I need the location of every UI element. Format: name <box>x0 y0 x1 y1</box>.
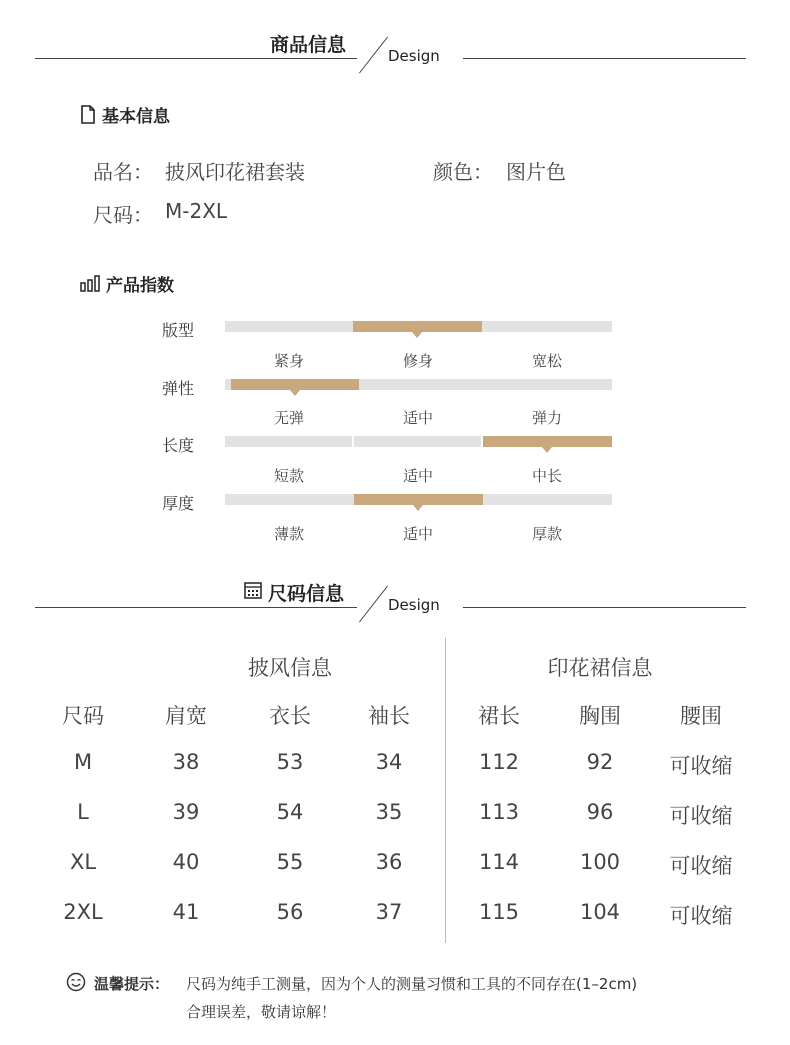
section-title: 尺码信息 <box>268 583 345 605</box>
header-line-right <box>463 58 746 59</box>
table-cell: 可收缩 <box>669 904 733 928</box>
index-option: 无弹 <box>273 409 304 427</box>
table-cell: 53 <box>276 750 304 774</box>
index-pointer <box>290 390 300 396</box>
column-header: 尺码 <box>62 704 104 728</box>
calendar-icon <box>244 581 262 599</box>
table-cell: 39 <box>172 800 200 824</box>
column-header: 裙长 <box>478 704 520 728</box>
design-label: Design <box>388 47 440 65</box>
table-cell: 36 <box>375 850 403 874</box>
table-cell: 114 <box>478 850 520 874</box>
product-name-label: 品名： <box>93 160 153 184</box>
section-title: 商品信息 <box>270 34 347 56</box>
tip-line-2: 合理误差，敬请谅解！ <box>186 1003 337 1021</box>
table-cell: L <box>77 800 89 824</box>
index-option: 薄款 <box>273 525 304 543</box>
index-option: 适中 <box>402 525 433 543</box>
product-index-heading <box>80 271 174 296</box>
table-cell: XL <box>69 850 97 874</box>
table-cell: 可收缩 <box>669 754 733 778</box>
smiley-icon <box>66 972 86 992</box>
table-divider <box>445 638 446 943</box>
group-header-skirt: 印花裙信息 <box>547 656 653 680</box>
table-cell: 40 <box>172 850 200 874</box>
table-cell: 2XL <box>63 900 103 924</box>
table-cell: 112 <box>478 750 520 774</box>
index-row-label: 长度 <box>162 436 195 455</box>
tip-line-1: 尺码为纯手工测量，因为个人的测量习惯和工具的不同存在(1–2cm) <box>186 975 638 993</box>
index-row-label: 厚度 <box>162 494 195 513</box>
index-option: 适中 <box>402 467 433 485</box>
header-slash <box>359 586 388 623</box>
index-pointer <box>412 332 422 338</box>
size-range-label: 尺码： <box>93 203 153 227</box>
table-cell: 115 <box>478 900 520 924</box>
column-header: 衣长 <box>269 704 311 728</box>
table-cell: 55 <box>276 850 304 874</box>
basic-info-heading <box>80 102 170 127</box>
size-range-value: M-2XL <box>165 199 228 223</box>
header-line-right <box>463 607 746 608</box>
index-option: 中长 <box>531 467 562 485</box>
header-slash <box>359 37 388 74</box>
index-selected-segment <box>483 436 612 447</box>
table-cell: 100 <box>579 850 621 874</box>
index-row-label: 弹性 <box>162 379 195 398</box>
column-header: 肩宽 <box>165 704 207 728</box>
table-cell: 35 <box>375 800 403 824</box>
tip-label: 温馨提示： <box>94 975 170 993</box>
table-cell: 113 <box>478 800 520 824</box>
index-pointer <box>413 505 423 511</box>
column-header: 袖长 <box>368 704 410 728</box>
table-cell: 37 <box>375 900 403 924</box>
product-index-title: 产品指数 <box>106 276 174 296</box>
table-cell: M <box>73 750 93 774</box>
index-track <box>354 436 481 447</box>
index-option: 短款 <box>273 467 304 485</box>
table-cell: 92 <box>586 750 614 774</box>
document-icon <box>80 105 96 124</box>
group-header-cape: 披风信息 <box>248 656 332 680</box>
index-option: 修身 <box>402 352 433 370</box>
product-name-value: 披风印花裙套装 <box>165 160 305 184</box>
index-selected-segment <box>231 379 359 390</box>
color-label: 颜色： <box>433 160 493 184</box>
header-line-left <box>35 58 357 59</box>
table-cell: 54 <box>276 800 304 824</box>
index-row-label: 版型 <box>162 321 195 340</box>
index-option: 弹力 <box>531 409 562 427</box>
column-header: 腰围 <box>680 704 722 728</box>
table-cell: 96 <box>586 800 614 824</box>
table-cell: 34 <box>375 750 403 774</box>
bar-chart-icon <box>80 275 100 292</box>
table-cell: 可收缩 <box>669 854 733 878</box>
index-option: 厚款 <box>531 525 562 543</box>
index-track <box>225 436 352 447</box>
index-option: 宽松 <box>531 352 562 370</box>
table-cell: 可收缩 <box>669 804 733 828</box>
table-cell: 38 <box>172 750 200 774</box>
table-cell: 56 <box>276 900 304 924</box>
header-line-left <box>35 607 357 608</box>
index-pointer <box>542 447 552 453</box>
index-selected-segment <box>354 494 483 505</box>
index-selected-segment <box>353 321 482 332</box>
column-header: 胸围 <box>579 704 621 728</box>
color-value: 图片色 <box>506 160 566 184</box>
table-cell: 104 <box>579 900 621 924</box>
index-option: 适中 <box>402 409 433 427</box>
index-option: 紧身 <box>273 352 304 370</box>
table-cell: 41 <box>172 900 200 924</box>
basic-info-title: 基本信息 <box>102 107 170 127</box>
design-label: Design <box>388 596 440 614</box>
